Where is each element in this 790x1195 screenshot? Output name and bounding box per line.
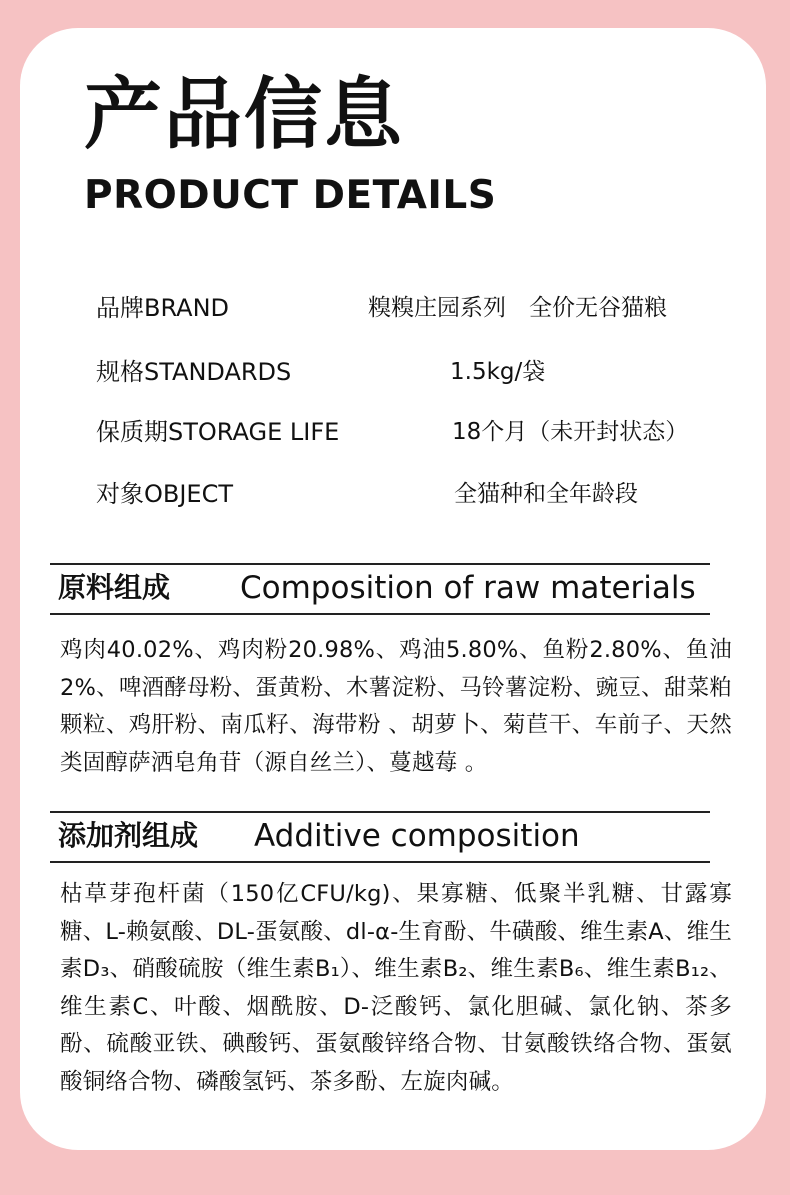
raw-materials-header bbox=[50, 563, 710, 615]
brand-label: 品牌BRAND bbox=[96, 294, 230, 322]
info-row-object bbox=[20, 474, 766, 514]
storage-life-value: 18个月（未开封状态） bbox=[452, 419, 689, 445]
object-value: 全猫种和全年龄段 bbox=[454, 481, 638, 507]
additives-text: 枯草芽孢杆菌（150亿CFU/kg)、果寡糖、低聚半乳糖、甘露寡糖、L-赖氨酸、DL-蛋氨酸、dl-α-生育酚、牛磺酸、维生素A、维生素D₃、硝酸硫胺（维生素B₁）、维生素B₂、维生素B₆、维生素B₁₂、维生素C、叶酸、烟酰胺、D-泛酸钙、氯化胆碱、氯化钠、茶多酚、硫酸亚铁、碘酸钙、蛋氨酸锌络合物、甘氨酸铁络合物、蛋氨酸铜络合物、磷酸氢钙、茶多酚、左旋肉碱。 bbox=[60, 881, 732, 1095]
brand-value: 糗糗庄园系列 全价无谷猫粮 bbox=[368, 295, 667, 321]
info-row-brand bbox=[20, 288, 766, 328]
info-row-standards bbox=[20, 352, 766, 392]
standards-label: 规格STANDARDS bbox=[96, 358, 292, 386]
storage-life-label: 保质期STORAGE LIFE bbox=[96, 418, 340, 446]
info-row-storage-life bbox=[20, 412, 766, 452]
standards-value: 1.5kg/袋 bbox=[450, 359, 546, 385]
object-label: 对象OBJECT bbox=[96, 480, 234, 508]
additives-title-cn: 添加剂组成 bbox=[58, 819, 199, 852]
product-info-card bbox=[20, 28, 766, 1150]
raw-materials-title-en: Composition of raw materials bbox=[240, 570, 696, 606]
page-title: 产品信息 bbox=[84, 70, 405, 160]
page-subtitle: PRODUCT DETAILS bbox=[84, 173, 497, 218]
raw-materials-title-cn: 原料组成 bbox=[58, 571, 171, 604]
additives-title-en: Additive composition bbox=[254, 818, 580, 854]
additives-header bbox=[50, 811, 710, 863]
raw-materials-text: 鸡肉40.02%、鸡肉粉20.98%、鸡油5.80%、鱼粉2.80%、鱼油2%、啤酒酵母粉、蛋黄粉、木薯淀粉、马铃薯淀粉、豌豆、甜菜粕颗粒、鸡肝粉、南瓜籽、海带粉 、胡萝卜、菊苣干、车前子、天然类固醇萨洒皂角苷（源自丝兰）、蔓越莓 。 bbox=[60, 637, 732, 776]
